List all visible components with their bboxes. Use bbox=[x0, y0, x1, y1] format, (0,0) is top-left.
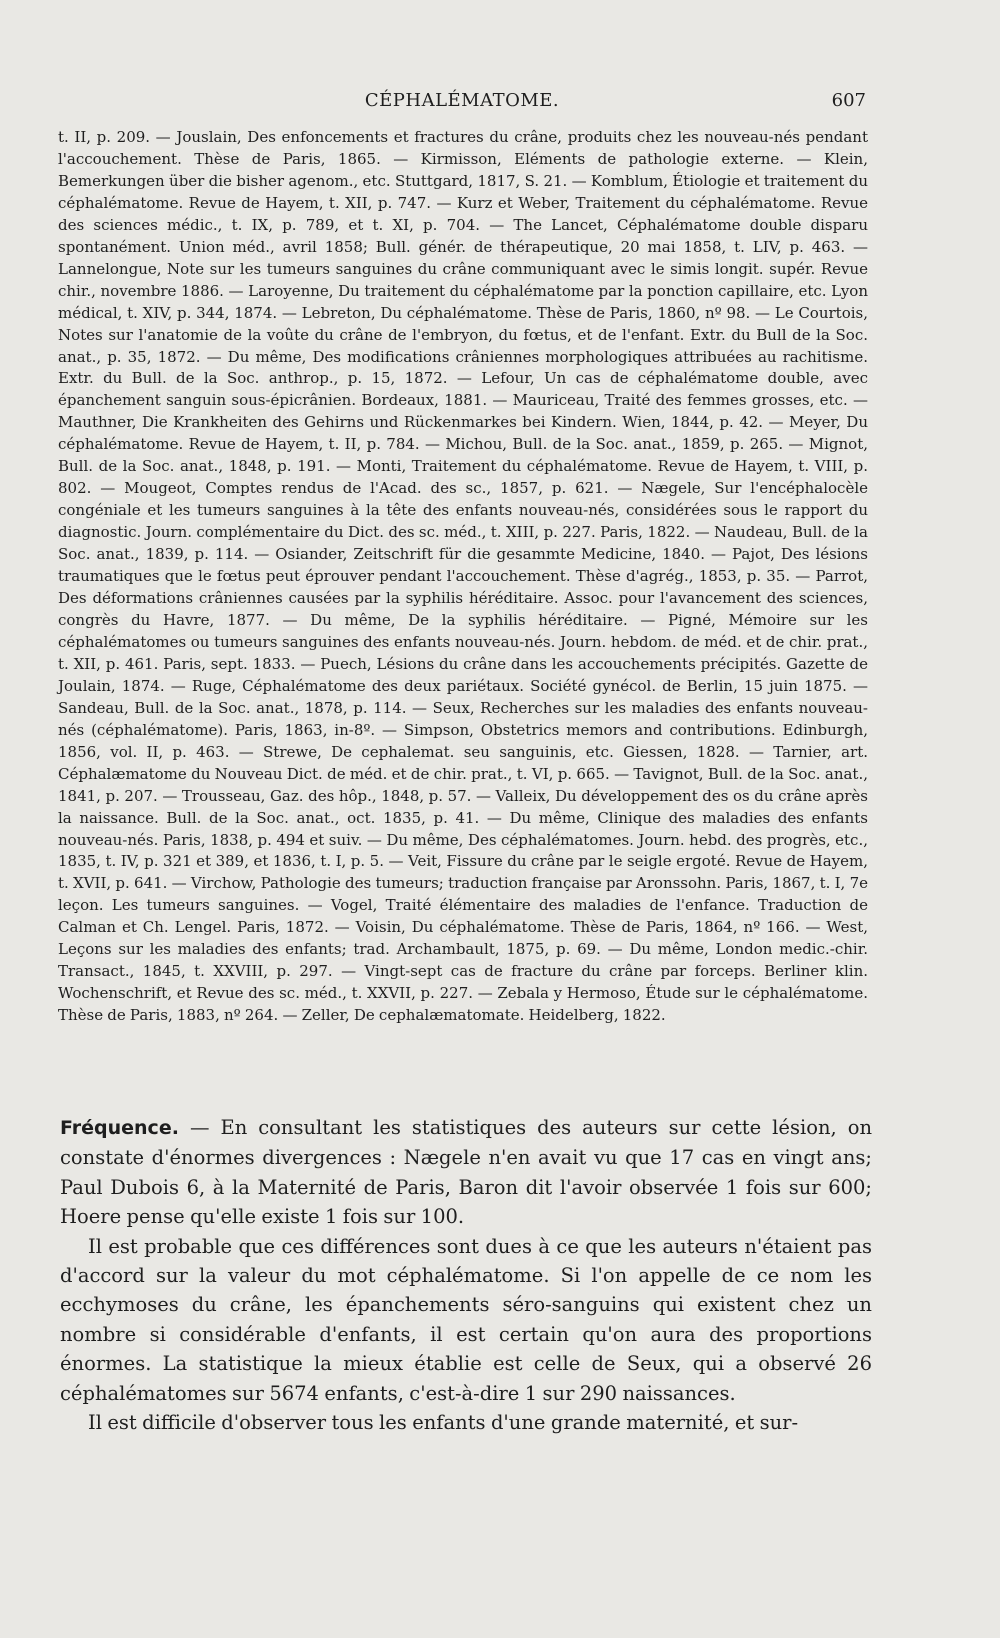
body-paragraph-3: Il est difficile d'observer tous les enfants d'une grande maternité, et sur- bbox=[88, 1411, 799, 1435]
running-header bbox=[58, 90, 866, 116]
body-paragraph-1 bbox=[60, 1113, 872, 1232]
running-title: CÉPHALÉMATOME. bbox=[364, 90, 560, 111]
body-paragraph-2: Il est probable que ces différences sont dues à ce que les auteurs n'étaient pas d'accord sur la valeur du mot céphalématome. Si l'on appelle de ce nom les ecchymoses du crâne, les épanchements séro-sanguins qui existent chez un nombre si considérable d'enfants, il est certain qu'on aura des proportions énormes. La statistique la mieux établie est celle de Seux, qui a observé 26 céphalématomes sur 5674 enfants, c'est-à-dire 1 sur 290 naissances. bbox=[60, 1234, 872, 1405]
bibliography-text: t. II, p. 209. — Jouslain, Des enfoncements et fractures du crâne, produits chez les nouveau-nés pendant l'accouchement. Thèse de Paris, 1865. — Kirmisson, Eléments de pathologie externe. — Klein, Bemerkungen über die bisher agenom., etc. Stuttgard, 1817, S. 21. — Komblum, Étiologie et traitement du céphalématome. Revue de Hayem, t. XII, p. 747. — Kurz et Weber, Traitement du céphalématome. Revue des sciences médic., t. IX, p. 789, et t. XI, p. 704. — The Lancet, Céphalématome double disparu spontanément. Union méd., avril 1858; Bull. génér. de thérapeutique, 20 mai 1858, t. LIV, p. 463. — Lannelongue, Note sur les tumeurs sanguines du crâne communiquant avec le simis longit. supér. Revue chir., novembre 1886. — Laroyenne, Du traitement du céphalématome par la ponction capillaire, etc. Lyon médical, t. XIV, p. 344, 1874. — Lebreton, Du céphalématome. Thèse de Paris, 1860, nº 98. — Le Courtois, Notes sur l'anatomie de la voûte du crâne de l'embryon, du fœtus, et de l'enfant. Extr. du Bull de la Soc. anat., p. 35, 1872. — Du même, Des modifications crâniennes morphologiques attribuées au rachitisme. Extr. du Bull. de la Soc. anthrop., p. 15, 1872. — Lefour, Un cas de céphalématome double, avec épanchement sanguin sous-épicrânien. Bordeaux, 1881. — Mauriceau, Traité des femmes grosses, etc. — Mauthner, Die Krankheiten des Gehirns und Rückenmarkes bei Kindern. Wien, 1844, p. 42. — Meyer, Du céphalématome. Revue de Hayem, t. II, p. 784. — Michou, Bull. de la Soc. anat., 1859, p. 265. — Mignot, Bull. de la Soc. anat., 1848, p. 191. — Monti, Traitement du céphalématome. Revue de Hayem, t. VIII, p. 802. — Mougeot, Comptes rendus de l'Acad. des sc., 1857, p. 621. — Nægele, Sur l'encéphalocèle congéniale et les tumeurs sanguines à la tête des enfants nouveau-nés, considérées sous le rapport du diagnostic. Journ. complémentaire du Dict. des sc. méd., t. XIII, p. 227. Paris, 1822. — Naudeau, Bull. de la Soc. anat., 1839, p. 114. — Osiander, Zeitschrift für die gesammte Medicine, 1840. — Pajot, Des lésions traumatiques que le fœtus peut éprouver pendant l'accouchement. Thèse d'agrég., 1853, p. 35. — Parrot, Des déformations crâniennes causées par la syphilis héréditaire. Assoc. pour l'avancement des sciences, congrès du Havre, 1877. — Du même, De la syphilis héréditaire. — Pigné, Mémoire sur les céphalématomes ou tumeurs sanguines des enfants nouveau-nés. Journ. hebdom. de méd. et de chir. prat., t. XII, p. 461. Paris, sept. 1833. — Puech, Lésions du crâne dans les accouchements précipités. Gazette de Joulain, 1874. — Ruge, Céphalématome des deux pariétaux. Société gynécol. de Berlin, 15 juin 1875. — Sandeau, Bull. de la Soc. anat., 1878, p. 114. — Seux, Recherches sur les maladies des enfants nouveau-nés (céphalématome). Paris, 1863, in-8º. — Simpson, Obstetrics memors and contributions. Edinburgh, 1856, vol. II, p. 463. — Strewe, De cephalemat. seu sanguinis, etc. Giessen, 1828. — Tarnier, art. Céphalæmatome du Nouveau Dict. de méd. et de chir. prat., t. VI, p. 665. — Tavignot, Bull. de la Soc. anat., 1841, p. 207. — Trousseau, Gaz. des hôp., 1848, p. 57. — Valleix, Du développement des os du crâne après la naissance. Bull. de la Soc. anat., oct. 1835, p. 41. — Du même, Clinique des maladies des enfants nouveau-nés. Paris, 1838, p. 494 et suiv. — Du même, Des céphalématomes. Journ. hebd. des progrès, etc., 1835, t. IV, p. 321 et 389, et 1836, t. I, p. 5. — Veit, Fissure du crâne par le seigle ergoté. Revue de Hayem, t. XVII, p. 641. — Virchow, Pathologie des tumeurs; traduction française par Aronssohn. Paris, 1867, t. I, 7e leçon. Les tumeurs sanguines. — Vogel, Traité élémentaire des maladies de l'enfance. Traduction de Calman et Ch. Lengel. Paris, 1872. — Voisin, Du céphalématome. Thèse de Paris, 1864, nº 166. — West, Leçons sur les maladies des enfants; trad. Archambault, 1875, p. 69. — Du même, London medic.-chir. Transact., 1845, t. XXVIII, p. 297. — Vingt-sept cas de fracture du crâne par forceps. Berliner klin. Wochenschrift, et Revue des sc. méd., t. XXVII, p. 227. — Zebala y Hermoso, Étude sur le céphalématome. Thèse de Paris, 1883, nº 264. — Zeller, De cephalæmatomate. Heidelberg, 1822. bbox=[58, 128, 868, 1025]
page-number: 607 bbox=[831, 90, 866, 111]
bibliography-block bbox=[58, 127, 868, 1027]
section-heading: Fréquence. bbox=[60, 1117, 179, 1139]
paragraph-1-text: — En consultant les statistiques des auteurs sur cette lésion, on constate d'énormes divergences : Nægele n'en avait vu que 17 cas en vingt ans; Paul Dubois 6, à la Maternité de Paris, Baron dit l'avoir observée 1 fois sur 600; Hoere pense qu'elle existe 1 fois sur 100. bbox=[60, 1116, 872, 1229]
frequency-section bbox=[60, 1113, 872, 1437]
